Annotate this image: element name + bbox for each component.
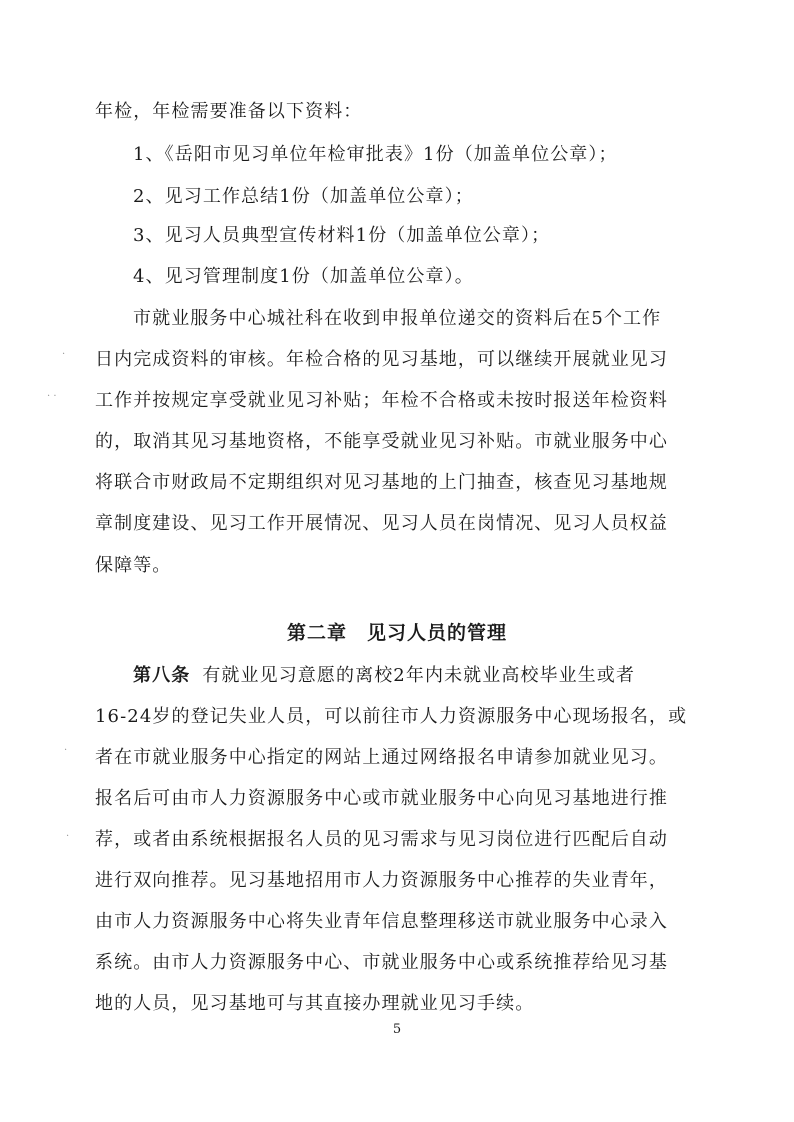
body-line: 将联合市财政局不定期组织对见习基地的上门抽查，核查见习基地规 bbox=[95, 472, 668, 493]
body-line: 市就业服务中心城社科在收到申报单位递交的资料后在5个工作 bbox=[133, 308, 662, 329]
body-line: 工作并按规定享受就业见习补贴；年检不合格或未按时报送年检资料 bbox=[95, 390, 668, 411]
body-line: 的，取消其见习基地资格，不能享受就业见习补贴。市就业服务中心 bbox=[95, 431, 668, 452]
body-line: 16-24岁的登记失业人员，可以前往市人力资源服务中心现场报名，或 bbox=[95, 706, 688, 727]
body-line: 系统。由市人力资源服务中心、市就业服务中心或系统推荐给见习基 bbox=[95, 952, 668, 973]
chapter-heading: 第二章 见习人员的管理 bbox=[286, 622, 507, 644]
body-line: 进行双向推荐。见习基地招用市人力资源服务中心推荐的失业青年， bbox=[95, 870, 668, 891]
body-line: 保障等。 bbox=[95, 555, 172, 576]
body-line: 地的人员，见习基地可与其直接办理就业见习手续。 bbox=[95, 993, 535, 1014]
body-line: 荐，或者由系统根据报名人员的见习需求与见习岗位进行匹配后自动 bbox=[95, 829, 668, 850]
article-text: 有就业见习意愿的离校2年内未就业高校毕业生或者 bbox=[202, 665, 636, 686]
list-item: 3、见习人员典型宣传材料1份（加盖单位公章）； bbox=[133, 225, 551, 246]
body-line: 者在市就业服务中心指定的网站上通过网络报名申请参加就业见习。 bbox=[95, 747, 668, 768]
body-line: 年检，年检需要准备以下资料： bbox=[95, 101, 363, 122]
scan-mark: · bbox=[64, 745, 68, 756]
scan-mark: · · bbox=[47, 391, 57, 402]
article-first-line bbox=[133, 664, 635, 688]
body-line: 日内完成资料的审核。年检合格的见习基地，可以继续开展就业见习 bbox=[95, 349, 668, 370]
list-item: 4、见习管理制度1份（加盖单位公章）。 bbox=[133, 266, 474, 287]
article-label: 第八条 bbox=[133, 665, 191, 686]
list-item: 2、见习工作总结1份（加盖单位公章）； bbox=[133, 186, 474, 207]
scan-mark: · bbox=[62, 349, 66, 360]
body-line: 报名后可由市人力资源服务中心或市就业服务中心向见习基地进行推 bbox=[95, 788, 668, 809]
page-number: 5 bbox=[392, 1022, 402, 1037]
body-line: 章制度建设、见习工作开展情况、见习人员在岗情况、见习人员权益 bbox=[95, 513, 668, 534]
list-item: 1、《岳阳市见习单位年检审批表》1份（加盖单位公章）； bbox=[133, 144, 618, 165]
scan-mark: · bbox=[66, 831, 70, 842]
body-line: 由市人力资源服务中心将失业青年信息整理移送市就业服务中心录入 bbox=[95, 911, 668, 932]
